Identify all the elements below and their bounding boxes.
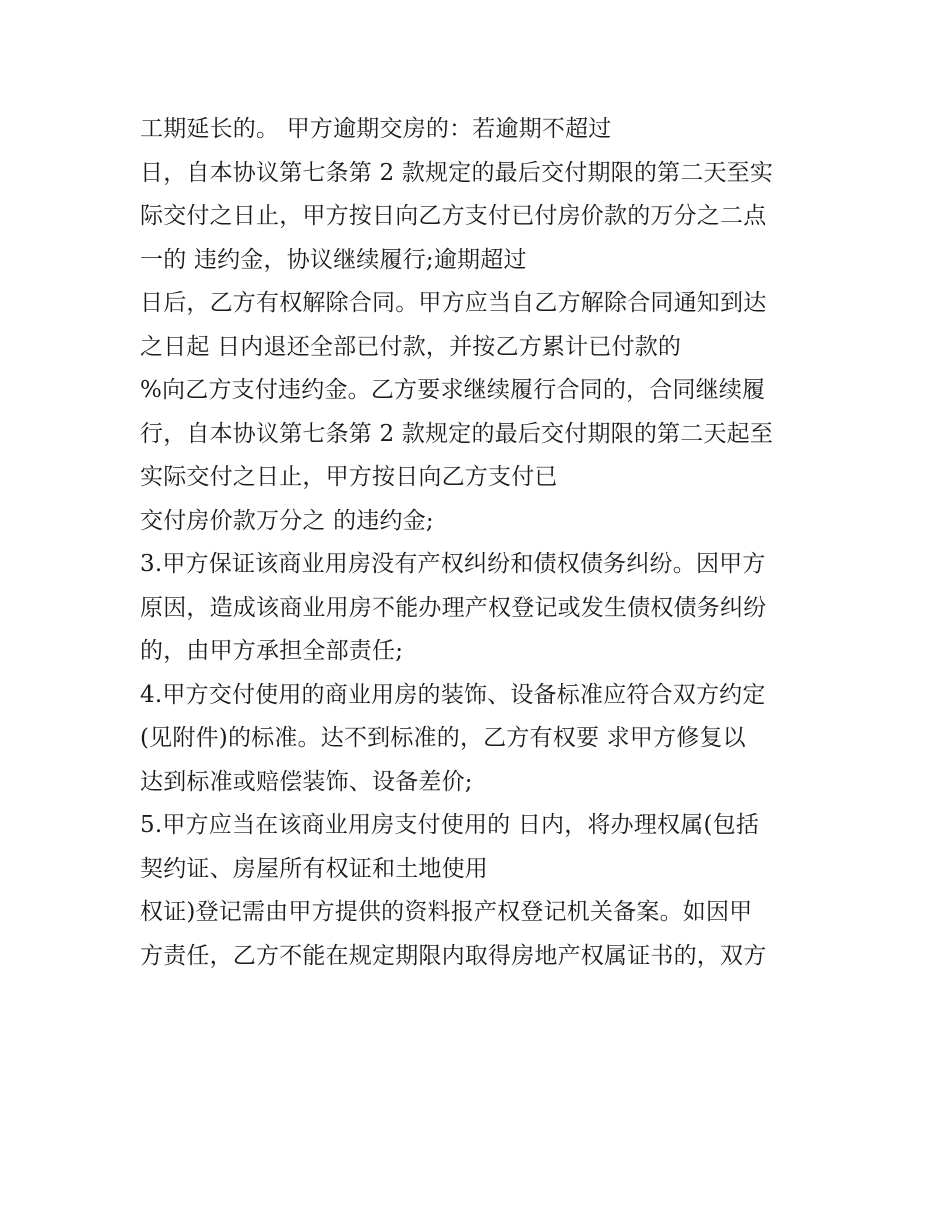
text-line: (见附件)的标准。达不到标准的，乙方有权要 求甲方修复以 bbox=[140, 725, 746, 751]
text-line: 一的 违约金，协议继续履行;逾期超过 bbox=[140, 246, 527, 273]
text-line: 原因，造成该商业用房不能办理产权登记或发生债权债务纠纷 bbox=[140, 594, 767, 621]
text-line: 3.甲方保证该商业用房没有产权纠纷和债权债务纠纷。因甲方 bbox=[140, 551, 766, 577]
text-line: 契约证、房屋所有权证和土地使用 bbox=[140, 855, 488, 882]
document-body bbox=[140, 108, 840, 978]
text-line: 际交付之日止，甲方按日向乙方支付已付房价款的万分之二点 bbox=[140, 203, 767, 229]
text-line: 权证)登记需由甲方提供的资料报产权登记机关备案。如因甲 bbox=[140, 899, 753, 925]
text-line: %向乙方支付违约金。乙方要求继续履行合同的，合同继续履 bbox=[140, 377, 766, 403]
text-line: 之日起 日内退还全部已付款，并按乙方累计已付款的 bbox=[140, 333, 682, 360]
text-line: 日后，乙方有权解除合同。甲方应当自乙方解除合同通知到达 bbox=[140, 290, 767, 316]
text-line: 的，由甲方承担全部责任; bbox=[140, 638, 404, 664]
text-line: 达到标准或赔偿装饰、设备差价; bbox=[140, 768, 473, 795]
text-line: 工期延长的。 甲方逾期交房的：若逾期不超过 bbox=[140, 116, 612, 142]
text-line: 日，自本协议第七条第 2 款规定的最后交付期限的第二天至实 bbox=[140, 159, 774, 186]
text-line: 5.甲方应当在该商业用房支付使用的 日内，将办理权属(包括 bbox=[140, 812, 760, 838]
text-line: 交付房价款万分之 的违约金; bbox=[140, 507, 434, 534]
text-line: 方责任，乙方不能在规定期限内取得房地产权属证书的，双方 bbox=[140, 942, 767, 969]
text-line: 实际交付之日止，甲方按日向乙方支付已 bbox=[140, 464, 558, 490]
text-line: 行，自本协议第七条第 2 款规定的最后交付期限的第二天起至 bbox=[140, 420, 774, 447]
text-line: 4.甲方交付使用的商业用房的装饰、设备标准应符合双方约定 bbox=[140, 681, 766, 708]
